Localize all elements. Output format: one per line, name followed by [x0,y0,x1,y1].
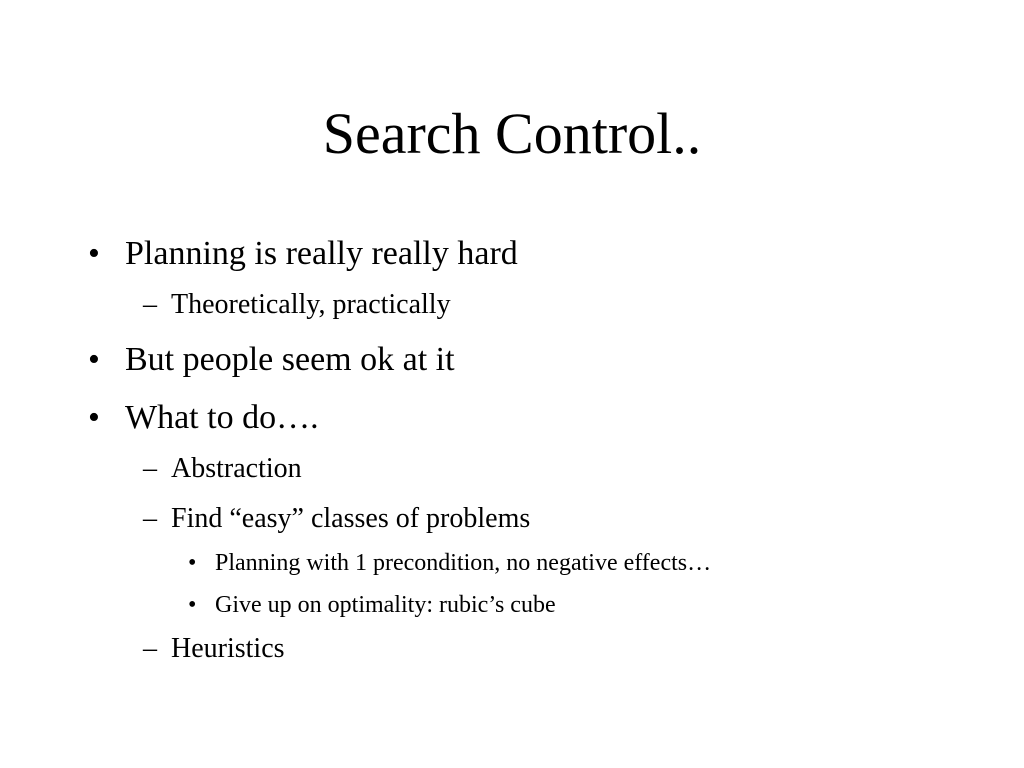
sub-bullet-item [0,632,1024,666]
bullet-text: What to do…. [125,399,319,436]
sub-sub-bullet-item [0,548,1024,578]
sub-bullet-text: Abstraction [171,453,302,484]
bullet-text: But people seem ok at it [125,341,455,378]
bullet-text: Planning is really really hard [125,235,518,272]
bullet-marker: • [188,592,197,618]
dash-marker: – [143,453,157,484]
sub-bullet-text: Theoretically, practically [171,289,451,320]
sub-bullet-item [0,502,1024,536]
bullet-item [0,234,1024,274]
bullet-item [0,340,1024,380]
sub-sub-bullet-text: Planning with 1 precondition, no negative effects… [215,550,712,576]
bullet-marker: • [88,235,100,272]
slide-title: Search Control.. [322,101,702,166]
bullet-marker: • [188,550,197,576]
bullet-item [0,398,1024,438]
dash-marker: – [143,633,157,664]
sub-bullet-item [0,288,1024,322]
sub-bullet-text: Find “easy” classes of problems [171,503,531,534]
sub-bullet-text: Heuristics [171,633,285,664]
sub-sub-bullet-item [0,590,1024,620]
sub-bullet-item [0,452,1024,486]
bullet-marker: • [88,399,100,436]
sub-sub-bullet-text: Give up on optimality: rubic’s cube [215,592,556,618]
dash-marker: – [143,503,157,534]
dash-marker: – [143,289,157,320]
bullet-marker: • [88,341,100,378]
